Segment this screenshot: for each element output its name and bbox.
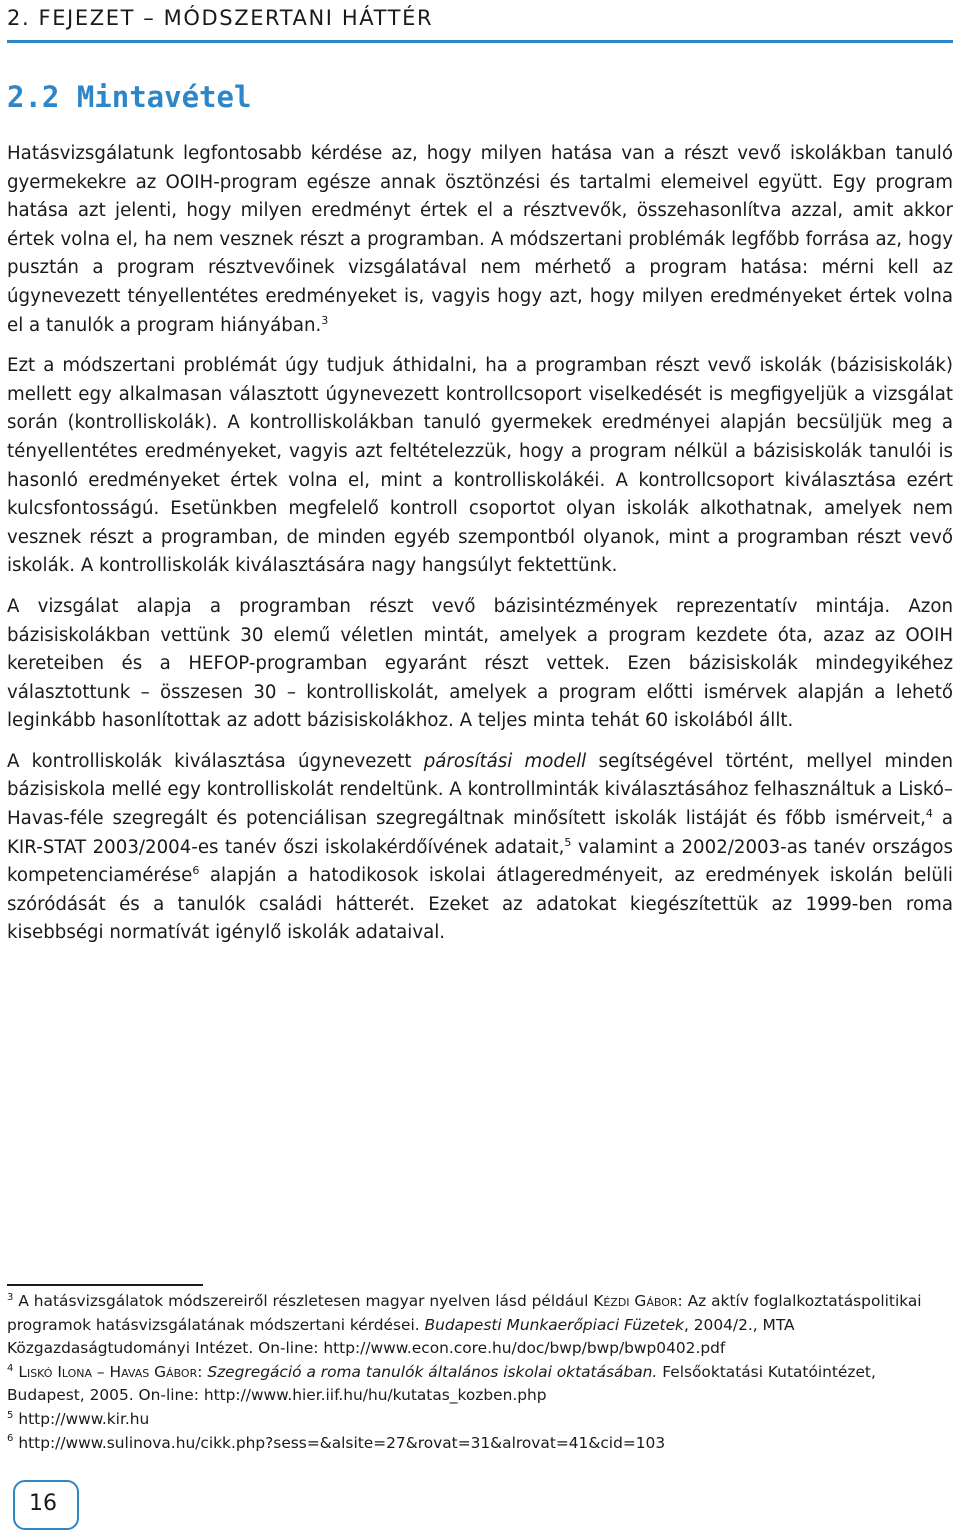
footnote-ref-3: 3 <box>321 313 329 327</box>
footnotes <box>7 1290 953 1455</box>
footnote-number: 4 <box>7 1362 14 1374</box>
footnote-ref-5: 5 <box>564 835 572 849</box>
paragraph-2: Ezt a módszertani problémát úgy tudjuk áthidalni, ha a programban részt vevő iskolák (bázisiskolák) mellett egy alkalmasan választott úgynevezett kontrollcsoport viselkedését is megfigyeljük a vizsgálat során (kontrolliskolák). A kontrolliskolákban tanuló gyermekek eredményei alapján becsüljük meg a tényellentétes eredményeket, vagyis azt feltételezzük, hogy a program nélkül a bázisiskolák tanulói is hasonló eredményeket értek volna el, mint a kontrolliskolákéi. A kontrollcsoport kiválasztása ezért kulcsfontosságú. Esetünkben megfelelő kontroll csoportot olyan iskolák alkothatnak, amelyek nem vesznek részt a programban, de minden egyéb szempontból olyanok, mint a programban részt vevő iskolák. A kontrolliskolák kiválasztására nagy hangsúlyt fektettünk. <box>7 355 953 577</box>
page-number: 16 <box>29 1491 57 1516</box>
footnote-4 <box>7 1361 953 1408</box>
footnote-3-text-c: , 2004/2., MTA Közgazdaságtudományi Intézet. On-line: http://www.econ.core.hu/doc/bwp/bwp/bwp0402.pdf <box>7 1315 795 1358</box>
paragraph-4-emphasis: párosítási modell <box>423 750 587 772</box>
footnote-divider <box>7 1284 203 1286</box>
paragraph-4-text-f: alapján a hatodikosok iskolai átlageredményeit, az eredmények iskolán belüli szóródását és a tanulók családi hátterét. Ezeket az adatokat kiegészítettük az 1999-ben roma kisebbségi normatívát igénylő iskolák adataival. <box>7 865 953 944</box>
footnote-5-text: http://www.kir.hu <box>18 1409 150 1428</box>
footnote-ref-6: 6 <box>192 864 200 878</box>
paragraph-4-text-d: a KIR-STAT 2003/2004-es tanév őszi iskolakérdőívének adatait, <box>7 808 953 858</box>
paragraph-1 <box>7 140 953 340</box>
chapter-divider <box>7 40 953 43</box>
footnote-number: 3 <box>7 1291 14 1303</box>
footnote-6-text: http://www.sulinova.hu/cikk.php?sess=&alsite=27&rovat=31&alrovat=41&cid=103 <box>18 1433 666 1452</box>
footnote-4-title: Szegregáció a roma tanulók általános iskolai oktatásában. <box>207 1362 658 1381</box>
paragraph-4-text-c: segítségével történt, mellyel minden bázisiskola mellé egy kontrolliskolát rendeltünk. A kontrollminták kiválasztásához felhasználtuk a Liskó–Havas-féle szegregált és potenciálisan szegregáltnak minősített iskolák listáját és főbb ismérveit, <box>7 750 954 830</box>
footnote-6 <box>7 1432 953 1456</box>
footnote-4-author: Liskó Ilona – Havas Gábor <box>18 1362 198 1381</box>
document-page <box>7 0 953 1535</box>
footnote-3-text-b: : Az aktív foglalkoztatáspolitikai programok hatásvizsgálatának módszertani kérdései. <box>7 1292 922 1334</box>
footnote-number: 6 <box>7 1433 14 1445</box>
chapter-header: 2. FEJEZET – MÓDSZERTANI HÁTTÉR <box>7 6 434 30</box>
footnote-3-author: Kézdi Gábor <box>593 1292 678 1310</box>
section-title: 2.2 Mintavétel <box>7 80 252 114</box>
footnote-4-text-b: Felsőoktatási Kutatóintézet, Budapest, 2005. On-line: http://www.hier.iif.hu/hu/kutatas_kozben.php <box>7 1362 876 1405</box>
paragraph-4 <box>7 748 953 948</box>
paragraph-3: A vizsgálat alapja a programban részt vevő bázisintézmények reprezentatív mintája. Azon bázisiskolákban vettünk 30 elemű véletlen mintát, amelyek a program kezdete óta, azaz az OOIH kereteiben és a HEFOP-programban egyaránt részt vettek. Ezen bázisiskolák mindegyikéhez választottunk – összesen 30 – kontrolliskolát, amelyek a program előtti ismérvek alapján a lehető leginkább hasonlítottak az adott bázisiskolákhoz. A teljes minta tehát 60 iskolából állt. <box>7 595 953 732</box>
footnote-ref-4: 4 <box>925 807 933 820</box>
paragraph-4-text-e: valamint a 2002/2003-as tanév országos kompetenciamérése <box>7 836 953 887</box>
body-text <box>7 140 953 960</box>
footnote-number: 5 <box>7 1409 14 1421</box>
footnote-4-text-a: : <box>197 1362 208 1381</box>
footnote-3-text-a: A hatásvizsgálatok módszereiről részletesen magyar nyelven lásd például <box>18 1292 594 1310</box>
footnote-3-journal: Budapesti Munkaerőpiaci Füzetek <box>424 1315 684 1334</box>
footnote-3 <box>7 1290 953 1361</box>
paragraph-4-text-a: A kontrolliskolák kiválasztása úgynevezett <box>7 750 424 772</box>
footnote-5 <box>7 1408 953 1432</box>
paragraph-1-text: Hatásvizsgálatunk legfontosabb kérdése az, hogy milyen hatása van a részt vevő iskolákban tanuló gyermekekre az OOIH-program egésze annak ösztönzési és tartalmi elemeivel együtt. Egy program hatása azt jelenti, hogy milyen eredményt értek el a résztvevők, összehasonlítva azzal, amit akkor értek volna el, ha nem vesznek részt a programban. A módszertani problémák legfőbb forrása az, hogy pusztán a program résztvevőinek vizsgálatával nem mérhető a program hatása: mérni kell az úgynevezett tényellentétes eredményeket is, vagyis hogy azt, hogy milyen eredményeket értek volna el a tanulók a program hiányában. <box>7 143 953 336</box>
